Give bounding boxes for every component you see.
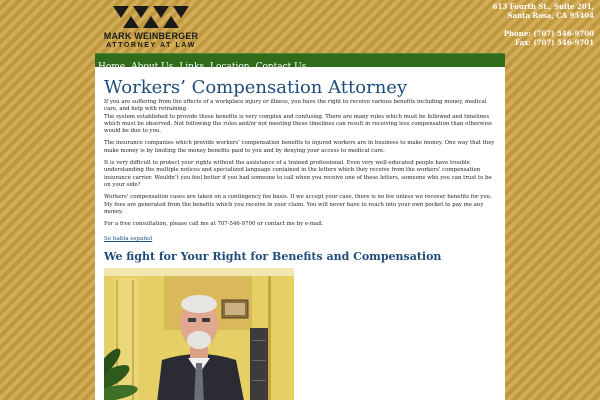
spanish-paragraph: [104, 236, 497, 243]
consultation-paragraph: For a free consultation, please call me at 707-546-9700 or contact me by e-mail.: [104, 221, 324, 228]
fax-number: Fax: (707) 546-9701: [515, 38, 594, 47]
contact-info: [424, 2, 594, 47]
rights-paragraph: It is very difficult to protect your rights without the assistance of a trained professional. Even very well-educated people have trouble understanding the multiple notices and specialized language contained in the letters which they receive from the workers’ compensation insurance carrier. Wouldn’t you feel better if you had someone to call when you receive one of these letters, someone who you can trust to be on your side?: [104, 160, 492, 188]
address-line-2: Santa Rosa, CA 95404: [507, 11, 594, 20]
main-nav: [95, 53, 505, 68]
attorney-photo: [104, 268, 294, 400]
phone-number: Phone: (707) 546-9700: [503, 29, 594, 38]
attorney-photo-image: [104, 268, 294, 400]
main-content: [95, 67, 505, 400]
address-line-1: 613 Fourth St., Suite 201,: [492, 2, 594, 11]
logo-mark-icon: [113, 6, 189, 28]
insurance-paragraph: The insurance companies which provide workers’ compensation benefits to injured workers are in business to make money. One way that they make money is by limiting the money benefits paid to you and by denying your access to medical care.: [104, 140, 495, 154]
section-heading: We fight for Your Right for Benefits and Compensation: [104, 249, 442, 263]
spanish-link[interactable]: Se habla español: [104, 236, 153, 243]
brand-name: MARK WEINBERGER: [103, 31, 199, 41]
contact-spacer: [424, 20, 594, 29]
site-logo[interactable]: [101, 6, 201, 50]
brand-tagline: ATTORNEY AT LAW: [106, 42, 196, 49]
fee-paragraph: Workers’ compensation cases are taken on a contingency fee basis. If we accept your case, there is no fee unless we recover benefits for you. My fees are generated from the benefits which you receive in your claim. You will never have to reach into your own pocket to pay me any money.: [104, 194, 492, 215]
page-title: Workers’ Compensation Attorney: [104, 77, 408, 98]
site-header: [0, 0, 600, 54]
intro-paragraph: If you are suffering from the effects of a workplace injury or illness, you have the right to receive various benefits including money, medical care, and help with retraining.: [104, 99, 487, 113]
system-paragraph: The system established to provide these benefits is very complex and confusing. There are many rules which must be followed and timelines which must be observed. Not following the rules and/or not meeting these timelines can result in receiving less compensation than otherwise would be due to you.: [104, 113, 493, 135]
